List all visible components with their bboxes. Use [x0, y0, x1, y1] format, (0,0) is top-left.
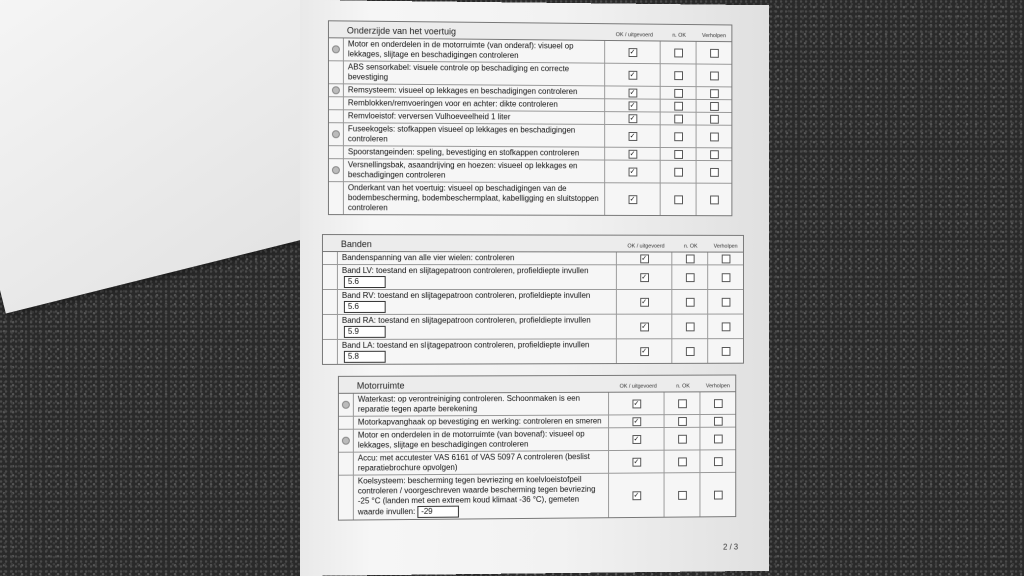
- repaired-cell: [696, 148, 732, 160]
- bullet-dot-icon: [342, 401, 350, 409]
- row-text: Waterkast: op verontreiniging controleren. Schoonmaken is een reparatie tegen aparte berekening: [353, 393, 608, 416]
- ok-checkbox[interactable]: ✓: [633, 435, 640, 443]
- ok-cell: [616, 290, 671, 314]
- bullet-dot-icon: [342, 437, 350, 445]
- ok-checkbox[interactable]: ✓: [641, 273, 647, 281]
- repaired-cell: [707, 315, 743, 339]
- ok-checkbox[interactable]: ✓: [629, 132, 636, 140]
- nok-checkbox[interactable]: [685, 322, 694, 331]
- ok-cell: [604, 112, 660, 124]
- checklist-sheet: [300, 0, 769, 576]
- repaired-cell: [699, 473, 735, 517]
- bullet-dot-icon: [332, 45, 340, 53]
- repaired-checkbox[interactable]: [721, 254, 730, 263]
- ok-checkbox[interactable]: ✓: [641, 347, 647, 355]
- row-text: ABS sensorkabel: visuele controle op beschadiging en correcte bevestiging: [343, 61, 604, 85]
- nok-checkbox[interactable]: [685, 254, 694, 263]
- repaired-cell: [699, 428, 735, 450]
- repaired-cell: [696, 42, 732, 64]
- repaired-cell: [707, 253, 743, 265]
- ok-cell: [608, 393, 663, 415]
- row-text: Remblokken/remvoeringen voor en achter: dikte controleren: [343, 97, 604, 111]
- column-header-nok: n. OK: [683, 243, 698, 250]
- nok-cell: [660, 183, 696, 215]
- repaired-checkbox[interactable]: [710, 89, 719, 98]
- checklist-row: [339, 450, 735, 476]
- row-text: Accu: met accutester VAS 6161 of VAS 5097 A controleren (beslist reparatiebrochure opvolgen): [353, 451, 608, 475]
- bullet-marker: [323, 290, 337, 314]
- column-header-ok: OK / uitgevoerd: [619, 383, 657, 390]
- ok-checkbox[interactable]: ✓: [629, 114, 636, 122]
- nok-checkbox[interactable]: [674, 167, 683, 176]
- ok-cell: [616, 315, 671, 339]
- repaired-cell: [696, 87, 732, 99]
- section-header: [339, 375, 735, 393]
- row-text: Remvloeistof: verversen Vulhoeveelheid 1 liter: [343, 110, 604, 124]
- repaired-checkbox[interactable]: [710, 195, 719, 204]
- bullet-marker: [323, 315, 337, 339]
- column-header-nok: n. OK: [676, 383, 690, 390]
- row-text: Fuseekogels: stofkappen visueel op lekkages en beschadigingen controleren: [343, 123, 604, 146]
- ok-checkbox[interactable]: ✓: [633, 417, 640, 425]
- repaired-checkbox[interactable]: [714, 399, 723, 408]
- bullet-marker: [339, 394, 353, 416]
- nok-checkbox[interactable]: [678, 399, 687, 408]
- ok-checkbox[interactable]: ✓: [629, 150, 636, 158]
- checklist-row: [323, 339, 743, 364]
- row-text: Band RV: toestand en slijtagepatroon controleren, profieldiepte invullen5.6: [337, 290, 616, 314]
- nok-cell: [660, 125, 696, 147]
- ok-cell: [616, 339, 671, 363]
- checklist-row: [339, 392, 735, 417]
- column-header-repaired: Verholpen: [705, 383, 730, 390]
- ok-cell: [608, 473, 663, 517]
- section-header: [323, 235, 743, 253]
- row-text: Koelsysteem: bescherming tegen bevriezing en koelvloeistofpeil controleren / voorgeschreven waarde bescherming tegen bevriezing -25 °C (landen met een extreem koud klimaat -36 °C), gemeten waarde invullen: -29: [353, 474, 608, 520]
- nok-cell: [671, 315, 707, 339]
- repaired-cell: [696, 64, 732, 86]
- checklist-row: [323, 290, 743, 315]
- repaired-checkbox[interactable]: [710, 71, 719, 80]
- nok-checkbox[interactable]: [674, 195, 683, 204]
- bullet-marker: [329, 123, 343, 145]
- nok-cell: [671, 339, 707, 363]
- nok-cell: [671, 290, 707, 314]
- row-text: Remsysteem: visueel op lekkages en beschadigingen controleren: [343, 84, 604, 98]
- checklist-row: [329, 182, 731, 215]
- nok-checkbox[interactable]: [685, 347, 694, 356]
- nok-cell: [671, 265, 707, 289]
- ok-checkbox[interactable]: ✓: [629, 195, 636, 203]
- checklist-row: [329, 123, 731, 148]
- repaired-checkbox[interactable]: [721, 322, 730, 331]
- nok-cell: [671, 253, 707, 265]
- ok-cell: [604, 41, 660, 63]
- ok-cell: [604, 161, 660, 183]
- repaired-checkbox[interactable]: [710, 48, 719, 57]
- ok-checkbox[interactable]: ✓: [641, 298, 647, 306]
- section-title: Banden: [340, 239, 372, 250]
- bullet-marker: [329, 61, 343, 83]
- nok-checkbox[interactable]: [678, 434, 687, 443]
- repaired-checkbox[interactable]: [710, 102, 719, 111]
- bullet-marker: [329, 84, 343, 96]
- bullet-marker: [323, 252, 337, 264]
- repaired-cell: [699, 450, 735, 472]
- bullet-marker: [329, 146, 343, 158]
- repaired-cell: [707, 290, 743, 314]
- repaired-checkbox[interactable]: [710, 150, 719, 159]
- nok-checkbox[interactable]: [678, 417, 687, 426]
- checklist-row: [329, 159, 731, 184]
- nok-cell: [664, 392, 700, 414]
- ok-checkbox[interactable]: ✓: [633, 458, 640, 466]
- bullet-marker: [329, 182, 343, 214]
- repaired-checkbox[interactable]: [714, 416, 723, 425]
- checklist-row: [323, 265, 743, 290]
- repaired-checkbox[interactable]: [721, 297, 730, 306]
- row-text: Motor en onderdelen in de motorruimte (van onderaf): visueel op lekkages, slijtage en beschadigingen controleren: [343, 38, 604, 62]
- measured-value[interactable]: 5.9: [344, 326, 386, 338]
- nok-cell: [664, 428, 700, 450]
- checklist-row: [339, 473, 735, 520]
- repaired-cell: [707, 265, 743, 289]
- bullet-marker: [339, 417, 353, 429]
- repaired-checkbox[interactable]: [710, 132, 719, 141]
- measured-value[interactable]: -29: [417, 506, 459, 518]
- bullet-marker: [329, 38, 343, 60]
- nok-checkbox[interactable]: [674, 88, 683, 97]
- nok-cell: [660, 41, 696, 63]
- ok-cell: [616, 252, 671, 264]
- checklist-row: [323, 315, 743, 340]
- bullet-dot-icon: [332, 86, 340, 94]
- nok-checkbox[interactable]: [678, 457, 687, 466]
- nok-cell: [664, 415, 700, 427]
- ok-cell: [604, 86, 660, 98]
- row-text: Band RA: toestand en slijtagepatroon controleren, profieldiepte invullen5.9: [337, 315, 616, 339]
- row-text: Spoorstangeinden: speling, bevestiging en stofkappen controleren: [343, 146, 604, 159]
- measured-value[interactable]: 5.6: [344, 276, 386, 288]
- row-text: Onderkant van het voertuig: visueel op beschadigingen van de bodembescherming, bodembeschermplaat, kabelligging en sluitstoppen controleren: [343, 182, 604, 215]
- nok-cell: [660, 112, 696, 124]
- checklist-row: [323, 252, 743, 265]
- column-header-ok: OK / uitgevoerd: [627, 243, 665, 250]
- ok-cell: [604, 99, 660, 111]
- ok-cell: [616, 265, 671, 289]
- bullet-marker: [323, 265, 337, 289]
- measured-value[interactable]: 5.8: [344, 351, 386, 363]
- ok-checkbox[interactable]: ✓: [633, 400, 640, 407]
- bullet-dot-icon: [332, 130, 340, 138]
- nok-checkbox[interactable]: [674, 114, 683, 123]
- nok-cell: [660, 148, 696, 160]
- nok-checkbox[interactable]: [674, 101, 683, 110]
- nok-checkbox[interactable]: [678, 490, 687, 499]
- bullet-marker: [329, 110, 343, 122]
- repaired-checkbox[interactable]: [710, 114, 719, 123]
- ok-cell: [608, 415, 663, 427]
- repaired-cell: [699, 392, 735, 414]
- row-text: Motorkapvanghaak op bevestiging en werking: controleren en smeren: [353, 415, 608, 428]
- row-text: Motor en onderdelen in de motorruimte (van bovenaf): visueel op lekkages, slijtage en beschadigingen controleren: [353, 428, 608, 451]
- ok-checkbox[interactable]: ✓: [629, 71, 636, 79]
- nok-cell: [660, 100, 696, 112]
- bullet-marker: [329, 159, 343, 181]
- nok-checkbox[interactable]: [685, 273, 694, 282]
- nok-checkbox[interactable]: [674, 71, 683, 80]
- measured-value[interactable]: 5.6: [344, 301, 386, 313]
- page-number: 2 / 3: [723, 542, 739, 552]
- ok-checkbox[interactable]: ✓: [629, 168, 636, 175]
- column-header-repaired: Verholpen: [701, 33, 726, 40]
- nok-cell: [660, 161, 696, 183]
- repaired-checkbox[interactable]: [721, 347, 730, 356]
- section-onderzijde: [328, 20, 732, 216]
- bullet-marker: [323, 340, 337, 364]
- nok-checkbox[interactable]: [674, 48, 683, 57]
- repaired-cell: [696, 126, 732, 148]
- ok-checkbox[interactable]: ✓: [641, 323, 647, 330]
- nok-cell: [664, 450, 700, 472]
- section-title: Motorruimte: [356, 380, 405, 391]
- nok-cell: [660, 87, 696, 99]
- row-text: Band LA: toestand en slijtagepatroon controleren, profieldiepte invullen5.8: [337, 339, 616, 364]
- section-title: Onderzijde van het voertuig: [346, 25, 457, 37]
- repaired-cell: [696, 161, 732, 183]
- bullet-dot-icon: [332, 166, 340, 174]
- repaired-checkbox[interactable]: [710, 167, 719, 176]
- repaired-cell: [699, 415, 735, 427]
- repaired-cell: [696, 113, 732, 125]
- ok-cell: [608, 451, 663, 473]
- repaired-cell: [707, 339, 743, 363]
- ok-cell: [608, 428, 663, 450]
- nok-cell: [660, 64, 696, 86]
- section-banden: [322, 234, 744, 365]
- repaired-checkbox[interactable]: [714, 434, 723, 443]
- ok-checkbox[interactable]: ✓: [641, 254, 647, 262]
- bullet-marker: [339, 430, 353, 452]
- ok-cell: [604, 125, 660, 147]
- row-text: Band LV: toestand en slijtagepatroon controleren, profieldiepte invullen5.6: [337, 265, 616, 289]
- nok-cell: [664, 473, 700, 517]
- repaired-cell: [696, 100, 732, 112]
- repaired-checkbox[interactable]: [714, 457, 723, 466]
- column-header-repaired: Verholpen: [713, 243, 738, 250]
- nok-checkbox[interactable]: [685, 297, 694, 306]
- ok-checkbox[interactable]: ✓: [629, 89, 636, 97]
- ok-cell: [604, 64, 660, 86]
- ok-checkbox[interactable]: ✓: [629, 48, 636, 56]
- ok-cell: [604, 183, 660, 215]
- ok-checkbox[interactable]: ✓: [629, 101, 636, 109]
- checklist-row: [329, 61, 731, 87]
- ok-cell: [604, 148, 660, 160]
- row-text: Versnellingsbak, asaandrijving en hoezen: visueel op lekkages en beschadigingen controleren: [343, 159, 604, 182]
- bullet-marker: [339, 453, 353, 475]
- column-header-nok: n. OK: [672, 32, 686, 39]
- bullet-marker: [339, 476, 353, 520]
- repaired-cell: [696, 184, 732, 216]
- nok-checkbox[interactable]: [674, 132, 683, 141]
- repaired-checkbox[interactable]: [721, 273, 730, 282]
- column-header-ok: OK / uitgevoerd: [615, 32, 653, 39]
- bullet-marker: [329, 97, 343, 109]
- nok-checkbox[interactable]: [674, 150, 683, 159]
- repaired-checkbox[interactable]: [714, 490, 723, 499]
- section-motorruimte: [338, 375, 736, 521]
- ok-checkbox[interactable]: ✓: [633, 491, 640, 499]
- row-text: Bandenspanning van alle vier wielen: controleren: [337, 252, 616, 264]
- checklist-row: [339, 428, 735, 453]
